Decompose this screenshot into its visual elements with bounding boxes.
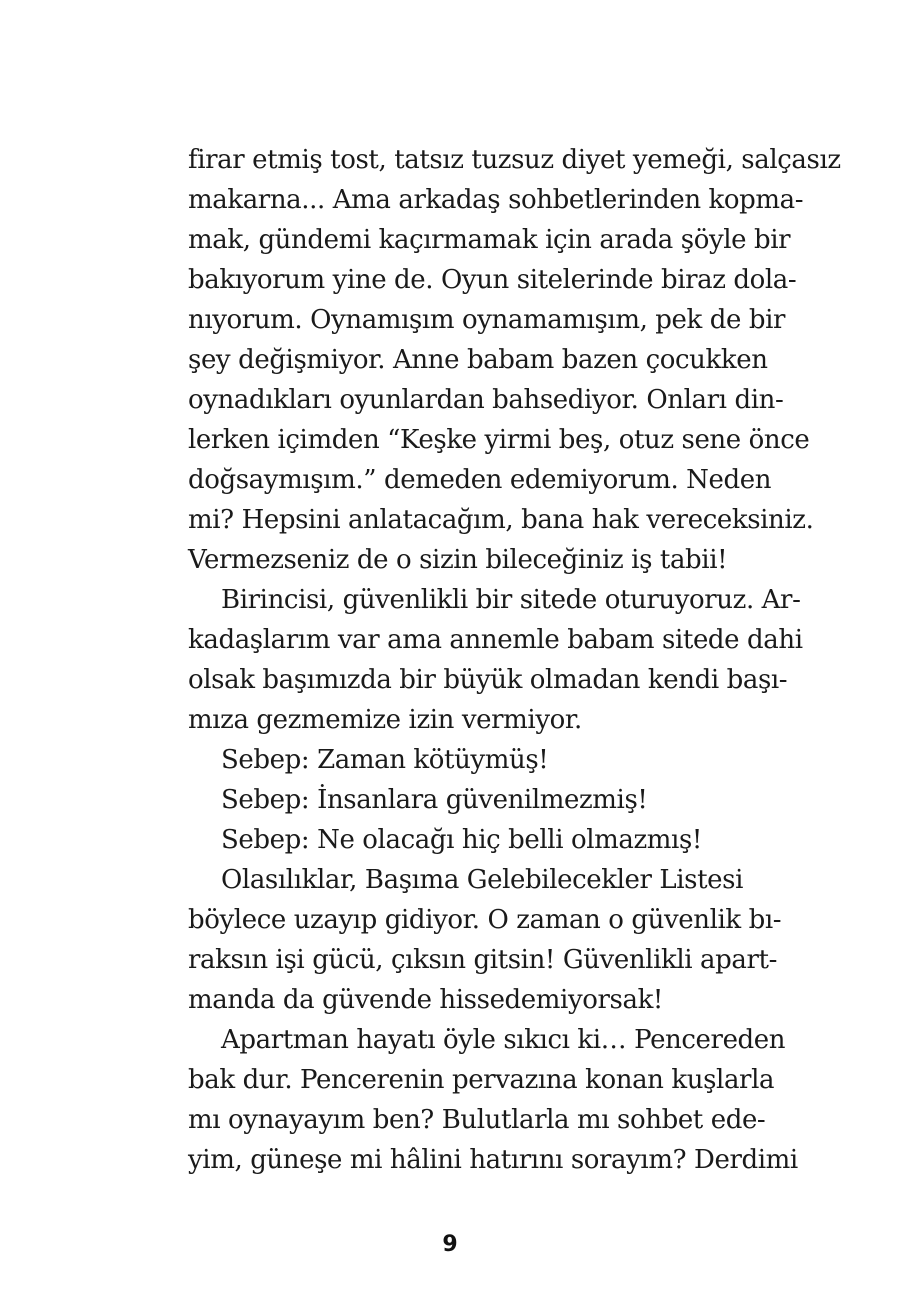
text-line: doğsaymışım.” demeden edemiyorum. Neden: [188, 465, 772, 495]
page-number: 9: [442, 1232, 458, 1257]
paragraph: [188, 780, 735, 820]
text-line: Birincisi, güvenlikli bir sitede oturuyoruz. Ar-: [221, 585, 801, 615]
text-line: mı oynayayım ben? Bulutlarla mı sohbet ede-: [188, 1105, 766, 1135]
text-line: Sebep: Ne olacağı hiç belli olmazmış!: [221, 825, 702, 855]
text-line: manda da güvende hissedemiyorsak!: [188, 985, 663, 1015]
text-line: şey değişmiyor. Anne babam bazen çocukken: [188, 345, 768, 375]
text-line: bakıyorum yine de. Oyun sitelerinde biraz dola-: [188, 265, 797, 295]
text-line: Sebep: İnsanlara güvenilmezmiş!: [221, 785, 648, 815]
text-line: böylece uzayıp gidiyor. O zaman o güvenlik bı-: [188, 905, 782, 935]
text-line: lerken içimden “Keşke yirmi beş, otuz sene önce: [188, 425, 810, 455]
text-line: Apartman hayatı öyle sıkıcı ki… Pencereden: [221, 1025, 786, 1055]
text-line: makarna... Ama arkadaş sohbetlerinden kopma-: [188, 185, 804, 215]
paragraph: [188, 140, 841, 580]
text-line: mıza gezmemize izin vermiyor.: [188, 705, 582, 735]
text-line: oynadıkları oyunlardan bahsediyor. Onları din-: [188, 385, 784, 415]
text-line: nıyorum. Oynamışım oynamamışım, pek de bir: [188, 305, 786, 335]
paragraph: [188, 820, 735, 860]
text-line: Olasılıklar, Başıma Gelebilecekler Listesi: [221, 865, 744, 895]
paragraph: [188, 1020, 798, 1180]
text-line: mi? Hepsini anlatacağım, bana hak vereceksiniz.: [188, 505, 814, 535]
text-line: Sebep: Zaman kötüymüş!: [221, 745, 549, 775]
paragraph: [188, 580, 803, 740]
text-line: yim, güneşe mi hâlini hatırını sorayım? Derdimi: [188, 1145, 798, 1175]
text-line: raksın işi gücü, çıksın gitsin! Güvenlikli apart-: [188, 945, 777, 975]
text-line: firar etmiş tost, tatsız tuzsuz diyet yemeği, salçasız: [188, 145, 841, 175]
text-line: kadaşlarım var ama annemle babam sitede dahi: [188, 625, 803, 655]
paragraph: [188, 860, 782, 1020]
paragraph: [188, 740, 735, 780]
text-line: bak dur. Pencerenin pervazına konan kuşlarla: [188, 1065, 775, 1095]
body-text: [188, 140, 841, 1180]
text-line: mak, gündemi kaçırmamak için arada şöyle bir: [188, 225, 791, 255]
text-line: Vermezseniz de o sizin bileceğiniz iş tabii!: [188, 545, 728, 575]
text-line: olsak başımızda bir büyük olmadan kendi başı-: [188, 665, 788, 695]
